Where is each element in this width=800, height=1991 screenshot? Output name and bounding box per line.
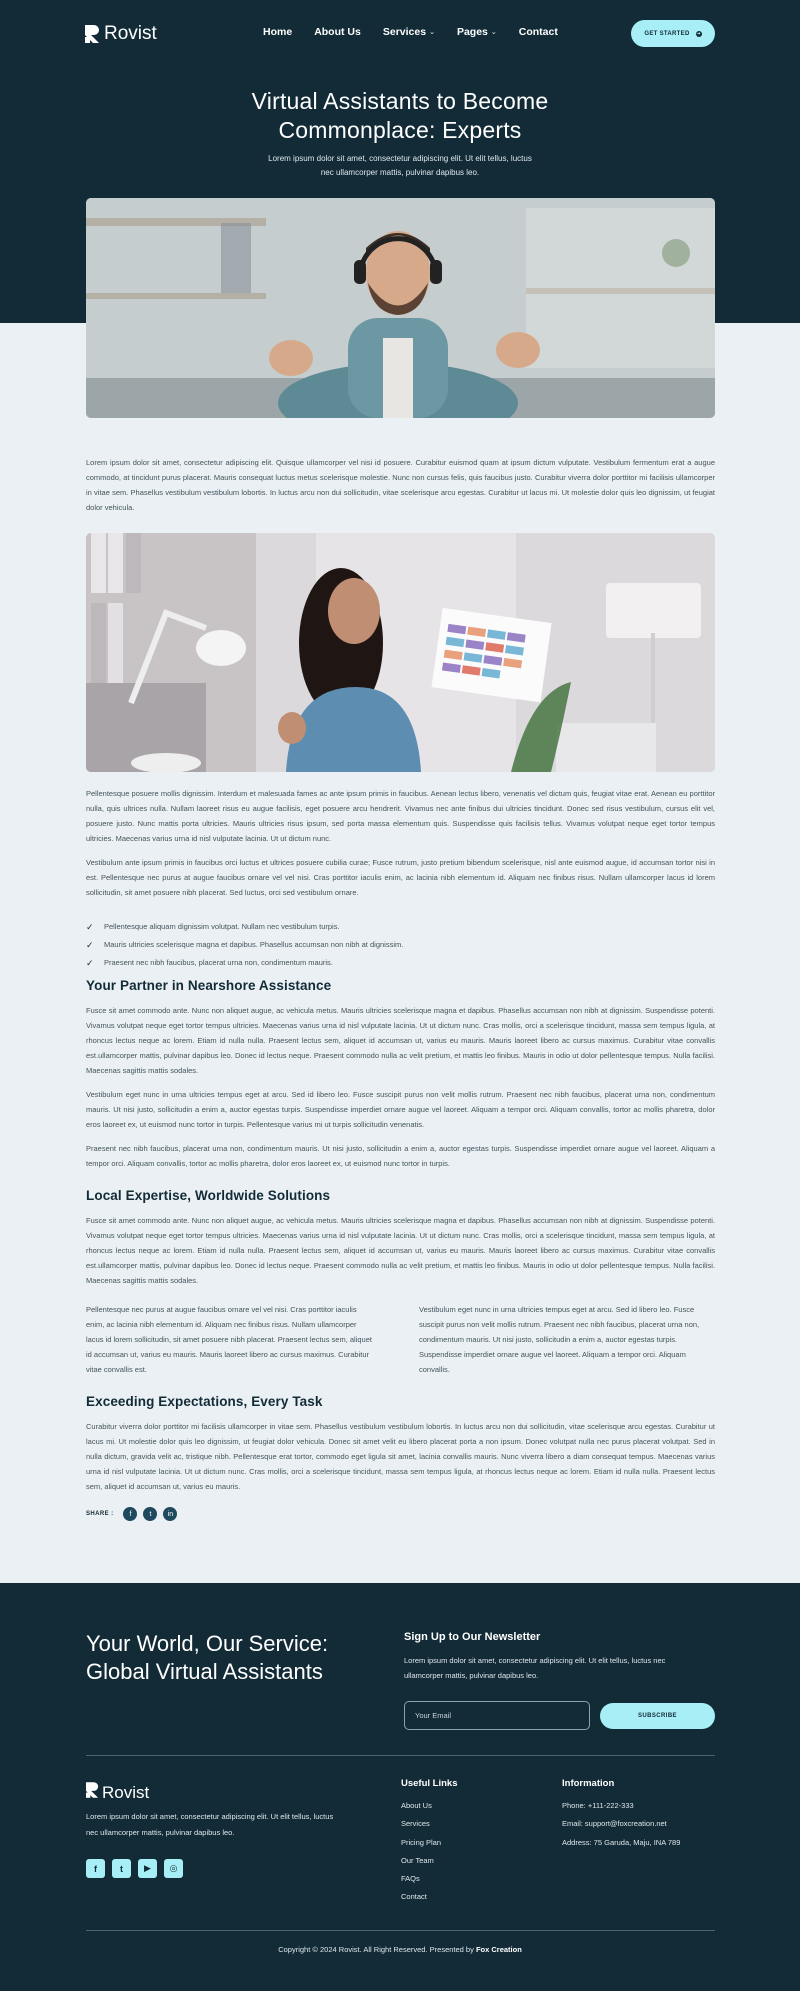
copyright-brand-link[interactable]: Fox Creation	[475, 1945, 522, 1954]
list-item	[86, 936, 715, 954]
check-icon: ✓	[86, 940, 94, 950]
address-text: Address: 75 Garuda, Maju, INA 789	[562, 1837, 681, 1847]
copyright-text: Copyright © 2024 Rovist. All Right Reserved. Presented by	[278, 1945, 474, 1954]
newsletter-text: Lorem ipsum dolor sit amet, consectetur adipiscing elit. Ut elit tellus, luctus nec ullamcorper mattis, pulvinar dapibus leo.	[404, 1656, 666, 1680]
useful-links-title: Useful Links	[401, 1778, 458, 1789]
body-paragraph: Vestibulum eget nunc in urna ultricies tempus eget at arcu. Sed id libero leo. Fusce suscipit purus non velit mollis rutrum. Praesent nec nibh faucibus, placerat urna non, condimentum mauris. Ut nisi justo, sollicitudin a enim a, auctor egestas turpis. Suspendisse imperdiet ornare augue vel laoreet. Aliquam a tempor orci. Aliquam convallis, tortor ac mollis pharetra, dolor eros laoreet ex, ut euismod nunc tortor in turpis. Pellentesque varius mi ut turpis sollicitudin venenatis.	[86, 1090, 715, 1129]
intro-text: Lorem ipsum dolor sit amet, consectetur adipiscing elit. Quisque ullamcorper vel nisi id posuere. Curabitur euismod quam at ipsum dictum vulputate. Vestibulum fermentum erat a augue commodo, at tincidunt purus placerat. Mauris consequat luctus metus scelerisque molestie. Nunc non cursus felis, quis faucibus justo. Curabitur viverra dolor porttitor mi facilisis ullamcorper in vitae sem. Phasellus vestibulum vestibulum lobortis. In luctus arcu non dui sollicitudin, vitae scelerisque arcu egestas. Curabitur ut lacus mi. Ut molestie dolor quis leo dignissim, ut feugiat dolor vehicula.	[86, 458, 715, 512]
list-item-text: Mauris ultricies scelerisque magna et dapibus. Phasellus accumsan non nibh at dignissim.	[104, 940, 404, 949]
section2-paragraph	[86, 1213, 715, 1297]
nav-item-label: Services	[382, 26, 427, 38]
nav-item-label: Contact	[518, 26, 558, 38]
main-nav	[263, 26, 580, 38]
footer-link[interactable]: FAQs	[401, 1874, 420, 1884]
page-title: Virtual Assistants to Become Commonplace: Experts	[251, 88, 549, 143]
nav-item-label: Home	[263, 26, 293, 38]
logo-mark-icon	[85, 25, 100, 43]
footer-link[interactable]: About Us	[401, 1801, 432, 1810]
intro-paragraph	[86, 455, 715, 524]
body-paragraph: Curabitur viverra dolor porttitor mi facilisis ullamcorper in vitae sem. Phasellus vestibulum vestibulum lobortis. In luctus arcu non dui sollicitudin, vitae scelerisque arcu egestas. Curabitur ut lacus mi. Ut molestie dolor quis leo dignissim, ut feugiat dolor vehicula. Donec sit amet velit eu libero placerat porta a non ipsum. Donec volutpat nulla nec purus placerat volutpat. Sed in nulla dictum, gravida velit ac, tristique nibh. Pellentesque erat tortor, commodo eget ligula sit amet, lacinia convallis mauris. Nunc viverra libero a diam consequat tempus. Maecenas varius urna id nisl vulputate lacinia. Ut ut dictum nunc. Cras mollis, orci a scelerisque tincidunt, massa sem tempus ligula, at rhoncus lectus neque ac lorem. Etiam id nulla nulla. Praesent lectus sem, aliquet id accumsan ut, varius eu mauris.	[86, 1422, 715, 1491]
nav-item-home[interactable]	[263, 26, 292, 38]
nav-item-services[interactable]	[383, 26, 435, 38]
chevron-down-icon: ⌄	[490, 29, 497, 36]
list-item-text: Praesent nec nibh faucibus, placerat urna non, condimentum mauris.	[104, 958, 333, 967]
information-title: Information	[562, 1778, 615, 1789]
footer-title: Your World, Our Service: Global Virtual Assistants	[86, 1631, 329, 1684]
instagram-icon[interactable]: ◎	[164, 1859, 183, 1878]
hero-image-man-headset	[86, 198, 715, 418]
copyright	[0, 1945, 800, 1954]
page-subtitle: Lorem ipsum dolor sit amet, consectetur adipiscing elit. Ut elit tellus, luctus nec ullamcorper mattis, pulvinar dapibus leo.	[268, 154, 532, 177]
section1-paragraphs	[86, 1003, 715, 1180]
site-header	[0, 0, 800, 66]
divider	[86, 1755, 715, 1756]
body-paragraph: Vestibulum ante ipsum primis in faucibus orci luctus et ultrices posuere cubilia curae; Fusce rutrum, justo pretium bibendum scelerisque, nisl ante euismod augue, id accumsan tortor nisi in est. Pellentesque nec purus at augue faucibus ornare vel vel nisi. Cras porttitor iaculis enim, ac lacinia nibh elementum id. Aliquam nec finibus risus. Nullam ullamcorper lacus id lorem sollicitudin, sit amet posuere nibh placerat. Sed luctus, orci sed vestibulum ornare.	[86, 858, 715, 897]
brand-name: Rovist	[104, 23, 157, 44]
site-footer	[0, 1583, 800, 1991]
brand-name: Rovist	[102, 1782, 150, 1802]
body-paragraph: Fusce sit amet commodo ante. Nunc non aliquet augue, ac vehicula metus. Mauris ultricies scelerisque magna et dapibus. Phasellus accumsan non nibh at dignissim. Suspendisse potenti. Vivamus volutpat neque eget tortor tempus ultricies. Maecenas varius urna id nisl vulputate lacinia. Ut ut dictum nunc. Cras mollis, orci a scelerisque tincidunt, massa sem tempus ligula, at rhoncus lectus neque ac lorem. Etiam id nulla nulla. Praesent lectus sem, aliquet id accumsan ut, varius eu mauris. Mauris laoreet libero ac cursus maximus. Curabitur vitae convallis est.ullamcorper mattis, pulvinar dapibus leo. Donec id lectus neque. Praesent commodo nulla ac velit pretium, et mattis leo finibus. Mauris in odio ut dolor pellentesque tempus. Nulla facilisi. Maecenas sagittis mattis sodales.	[86, 1006, 715, 1075]
footer-logo[interactable]	[86, 1782, 149, 1803]
facebook-icon[interactable]: f	[86, 1859, 105, 1878]
body-paragraph: Praesent nec nibh faucibus, placerat urna non, condimentum mauris. Ut nisi justo, sollicitudin a enim a, auctor egestas turpis. Suspendisse imperdiet ornare augue vel laoreet. Aliquam a tempor orci. Aliquam convallis, tortor ac mollis pharetra, dolor eros laoreet ex, ut euismod nunc tortor in turpis.	[86, 1144, 715, 1168]
check-icon: ✓	[86, 922, 94, 932]
body-paragraph: Pellentesque posuere mollis dignissim. Interdum et malesuada fames ac ante ipsum primis in faucibus. Aenean lectus libero, venenatis vel dictum quis, feugiat vitae erat. Aenean eu porttitor nulla, quis ultrices nulla. Nullam laoreet risus eu augue facilisis, eget posuere arcu hendrerit. Vivamus nec ante finibus dui ultricies tincidunt. Donec sed risus vestibulum, cursus elit vel, posuere justo. Nunc mattis porta ultricies. Mauris ultricies risus ipsum, sed porta massa elementum quis. Suspendisse quis facilisis tellus. Vivamus volutpat neque eget tortor tempus ultricies. Maecenas varius urna id nisl vulputate lacinia. Ut ut dictum nunc.	[86, 789, 715, 843]
twitter-icon[interactable]: t	[112, 1859, 131, 1878]
section-heading: Your Partner in Nearshore Assistance	[86, 978, 332, 993]
share-bar	[86, 1507, 177, 1521]
nav-item-contact[interactable]	[519, 26, 558, 38]
body-paragraph: Fusce sit amet commodo ante. Nunc non aliquet augue, ac vehicula metus. Mauris ultricies scelerisque magna et dapibus. Phasellus accumsan non nibh at dignissim. Suspendisse potenti. Vivamus volutpat neque eget tortor tempus ultricies. Maecenas varius urna id nisl vulputate lacinia. Ut ut dictum nunc. Cras mollis, orci a scelerisque tincidunt, massa sem tempus ligula, at rhoncus lectus neque ac lorem. Etiam id nulla nulla. Praesent lectus sem, aliquet id accumsan ut, varius eu mauris. Mauris laoreet libero ac cursus maximus. Curabitur vitae convallis est.ullamcorper mattis, pulvinar dapibus leo. Donec id lectus neque. Praesent commodo nulla ac velit pretium, et mattis leo finibus. Mauris in odio ut dolor pellentesque tempus. Nulla facilisi. Maecenas sagittis mattis sodales.	[86, 1216, 715, 1285]
footer-link[interactable]: Our Team	[401, 1855, 434, 1865]
column-right-text: Vestibulum eget nunc in urna ultricies tempus eget at arcu. Sed id libero leo. Fusce suscipit purus non velit mollis rutrum. Praesent nec nibh faucibus, placerat urna non, condimentum mauris. Ut nisi justo, sollicitudin a enim a, auctor egestas turpis. Suspendisse imperdiet ornare augue vel laoreet. Aliquam a tempor orci. Aliquam convallis.	[419, 1305, 700, 1374]
twitter-icon[interactable]: t	[143, 1507, 157, 1521]
footer-link[interactable]: Contact	[401, 1892, 427, 1902]
youtube-icon[interactable]: ▶	[138, 1859, 157, 1878]
facebook-icon[interactable]: f	[123, 1507, 137, 1521]
subscribe-button[interactable]: SUBSCRIBE	[600, 1703, 715, 1729]
column-left-text: Pellentesque nec purus at augue faucibus ornare vel vel nisi. Cras porttitor iaculis enim, ac lacinia nibh elementum id. Aliquam nec finibus risus. Nullam ullamcorper lacus id lorem sollicitudin, sit amet posuere nibh placerat. Praesent lectus sem, aliquet id accumsan ut, varius eu mauris. Mauris laoreet libero ac cursus maximus. Curabitur vitae convallis est.	[86, 1305, 372, 1374]
image-woman-schedule	[86, 533, 715, 772]
nav-item-label: Pages	[456, 26, 488, 38]
nav-item-about-us[interactable]	[314, 26, 361, 38]
footer-link[interactable]: Services	[401, 1819, 430, 1829]
useful-links-list	[401, 1801, 441, 1911]
chevron-down-icon: ⌄	[429, 29, 435, 36]
footer-description: Lorem ipsum dolor sit amet, consectetur adipiscing elit. Ut elit tellus, luctus nec ullamcorper mattis, pulvinar dapibus leo.	[86, 1812, 334, 1837]
social-links	[86, 1859, 183, 1878]
section3-paragraph	[86, 1419, 715, 1503]
list-item	[86, 918, 715, 936]
newsletter-title: Sign Up to Our Newsletter	[404, 1631, 541, 1643]
share-label: SHARE :	[86, 1511, 114, 1517]
information-list	[562, 1801, 680, 1856]
body-paragraphs	[86, 786, 715, 909]
check-icon: ✓	[86, 958, 94, 968]
nav-item-label: About Us	[314, 26, 361, 38]
section-heading: Local Expertise, Worldwide Solutions	[86, 1188, 331, 1203]
section-heading: Exceeding Expectations, Every Task	[86, 1394, 323, 1409]
list-item	[86, 954, 715, 972]
nav-item-pages[interactable]	[457, 26, 497, 38]
email-text[interactable]: Email: support@foxcreation.net	[562, 1819, 667, 1829]
list-item-text: Pellentesque aliquam dignissim volutpat. Nullam nec vestibulum turpis.	[104, 922, 340, 931]
footer-link[interactable]: Pricing Plan	[401, 1837, 442, 1847]
arrow-right-icon: ➜	[696, 30, 701, 37]
logo-mark-icon	[86, 1782, 99, 1803]
linkedin-icon[interactable]: in	[163, 1507, 177, 1521]
divider	[86, 1930, 715, 1931]
phone-text: Phone: +111-222-333	[562, 1801, 634, 1810]
get-started-label: GET STARTED	[644, 30, 690, 37]
email-input[interactable]: Your Email	[404, 1701, 590, 1730]
brand-logo[interactable]	[85, 23, 157, 45]
checklist	[86, 918, 715, 972]
get-started-button[interactable]	[631, 20, 715, 47]
